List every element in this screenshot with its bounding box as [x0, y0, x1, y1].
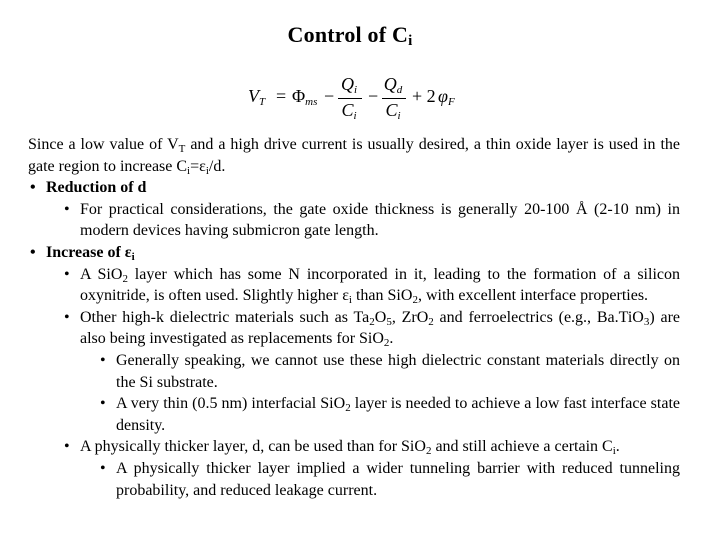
threshold-voltage-equation	[248, 74, 468, 124]
eq-frac2-bar	[382, 98, 406, 99]
eq-phi-ms: $\Phi_{ms}$	[292, 86, 318, 108]
eq-minus-1: −	[324, 86, 335, 106]
list-item: • A SiO$_2$ layer which has some N incorporated in it, leading to the formation of a silicon oxynitride, is often used. Slightly higher $\varepsilon_i$ than SiO$_2$, with excellent interface properties.	[64, 265, 680, 307]
eq-frac1-num: $Q_i$	[340, 74, 358, 96]
eq-frac2-num: $Q_d$	[383, 74, 403, 96]
list-subitem: • A very thin (0.5 nm) interfacial SiO$_2$ layer is needed to achieve a low fast interface state density.	[100, 395, 680, 434]
bullet: •	[30, 243, 36, 261]
eq-equals: =	[276, 86, 287, 106]
eq-plus-two: + 2	[412, 86, 436, 106]
section-increase-of-epsilon	[28, 242, 680, 264]
eq-minus-2: −	[368, 86, 379, 106]
section-reduction-of-d	[28, 177, 680, 199]
list-item: • Other high-k dielectric materials such as $Ta_2O_5$, ZrO$_2$ and ferroelectrics (e.g., Ba.TiO$_3$) are also being investigated as replacements for SiO$_2$.	[64, 308, 680, 350]
bullet: •	[64, 265, 70, 283]
list-item: • A physically thicker layer, d, can be used than for SiO$_2$ and still achieve a certain $C_i$.	[64, 438, 620, 458]
eq-lhs: $V_T$	[248, 86, 266, 108]
bullet: •	[30, 179, 36, 197]
bullet: •	[100, 351, 106, 369]
title-text: Control of C	[287, 22, 409, 47]
content	[28, 134, 680, 501]
page-title	[0, 22, 700, 48]
eq-phi-f: $\varphi_F$	[438, 86, 455, 108]
bullet: •	[100, 459, 106, 477]
bullet: •	[64, 438, 70, 456]
intro-paragraph: Since a low value of $V_T$ and a high drive current is usually desired, a thin oxide layer is used in the gate region to increase $C_i=\varepsilon_i/d$.	[28, 136, 680, 177]
list-item: • For practical considerations, the gate oxide thickness is generally 20-100 Å (2-10 nm) in modern devices having submicron gate length.	[64, 200, 680, 240]
bullet: •	[100, 395, 106, 413]
bullet: •	[64, 200, 70, 218]
eq-frac1-bar	[338, 98, 362, 99]
section-heading: Increase of $\varepsilon_i$	[46, 243, 135, 263]
section-heading: Reduction of d	[46, 179, 147, 197]
list-subitem: • A physically thicker layer implied a wider tunneling barrier with reduced tunneling probability, and reduced leakage current.	[100, 459, 680, 499]
eq-frac2-den: $C_i$	[385, 100, 401, 122]
eq-frac1-den: $C_i$	[341, 100, 357, 122]
title-subscript: i	[408, 33, 413, 49]
bullet: •	[64, 308, 70, 326]
list-subitem: • Generally speaking, we cannot use these high dielectric constant materials directly on the Si substrate.	[100, 351, 680, 391]
